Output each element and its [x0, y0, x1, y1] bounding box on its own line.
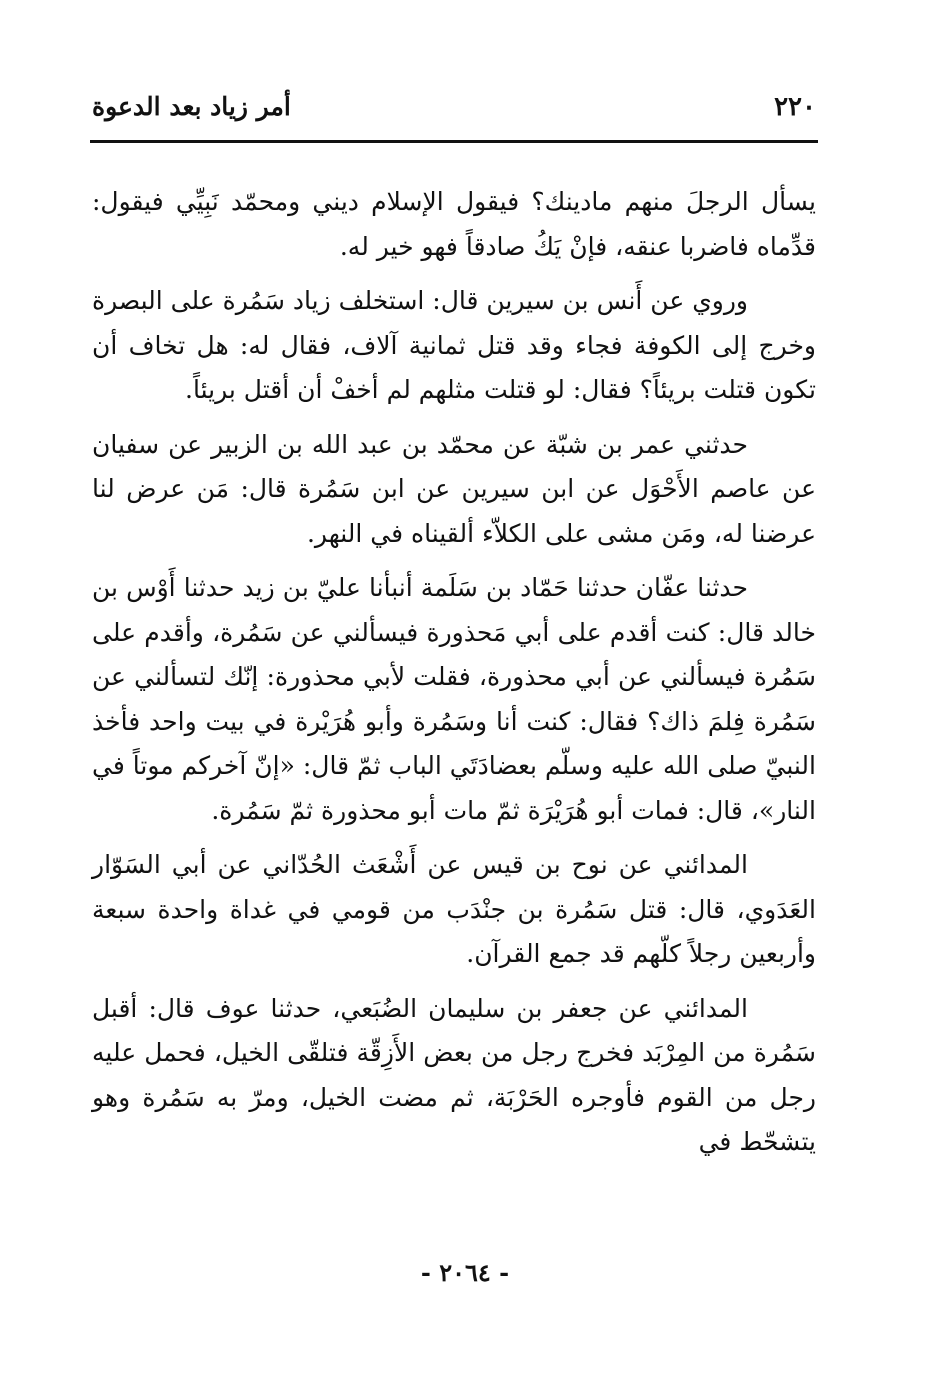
paragraph-4: حدثنا عفّان حدثنا حَمّاد بن سَلَمة أنبأنا عليّ بن زيد حدثنا أَوْس بن خالد قال: كنت أقدم على أبي مَحذورة فيسألني عن سَمُرة، وأقدم على سَمُرة فيسألني عن أبي محذورة، فقلت لأبي محذورة: إنّك لتسألني عن سَمُرة فِلمَ ذاك؟ فقال: كنت أنا وسَمُرة وأبو هُرَيْرة في بيت واحد فأخذ النبيّ صلى الله عليه وسلّم بعضادَتَي الباب ثمّ قال: «إنّ آخركم موتاً في النار»، قال: فمات أبو هُرَيْرَة ثمّ مات أبو محذورة ثمّ سَمُرة.: [92, 573, 816, 825]
page-number: ٢٢٠: [774, 92, 816, 122]
paragraph-6: المدائني عن جعفر بن سليمان الضُبَعي، حدثنا عوف قال: أقبل سَمُرة من المِرْبَد فخرج رجل من بعض الأَزِقّة فتلقّى الخيل، فحمل عليه رجل من القوم فأوجره الحَرْبَة، ثم مضت الخيل، ومرّ به سَمُرة وهو يتشحّط في: [92, 993, 816, 1156]
page-header: [92, 88, 816, 136]
header-divider: [90, 140, 818, 143]
page-footer-number: - ٢٠٦٤ -: [420, 1258, 510, 1287]
paragraph-1: يسأل الرجلَ منهم مادينك؟ فيقول الإسلام ديني ومحمّد نَبِيِّي فيقول: قدِّماه فاضربا عنقه، فإنْ يَكُ صادقاً فهو خير له.: [92, 187, 816, 261]
body-text: [92, 180, 816, 1175]
paragraph-3: حدثني عمر بن شبّة عن محمّد بن عبد الله بن الزبير عن سفيان عن عاصم الأَحْوَل عن ابن سيرين عن ابن سَمُرة قال: مَن عرض لنا عرضنا له، ومَن مشى على الكلاّء ألقيناه في النهر.: [92, 429, 816, 548]
paragraph-2: وروي عن أَنس بن سيرين قال: استخلف زياد سَمُرة على البصرة وخرج إلى الكوفة فجاء وقد قتل ثمانية آلاف، فقال له: هل تخاف أن تكون قتلت بريئاً؟ فقال: لو قتلت مثلهم لم أخفْ أن أقتل بريئاً.: [92, 286, 816, 404]
paragraph-5: المدائني عن نوح بن قيس عن أَشْعَث الحُدّاني عن أبي السَوّار العَدَوي، قال: قتل سَمُرة بن جنْدَب من قومي في غداة واحدة سبعة وأربعين رجلاً كلّهم قد جمع القرآن.: [92, 850, 816, 968]
running-title: أمر زياد بعد الدعوة: [92, 92, 291, 121]
